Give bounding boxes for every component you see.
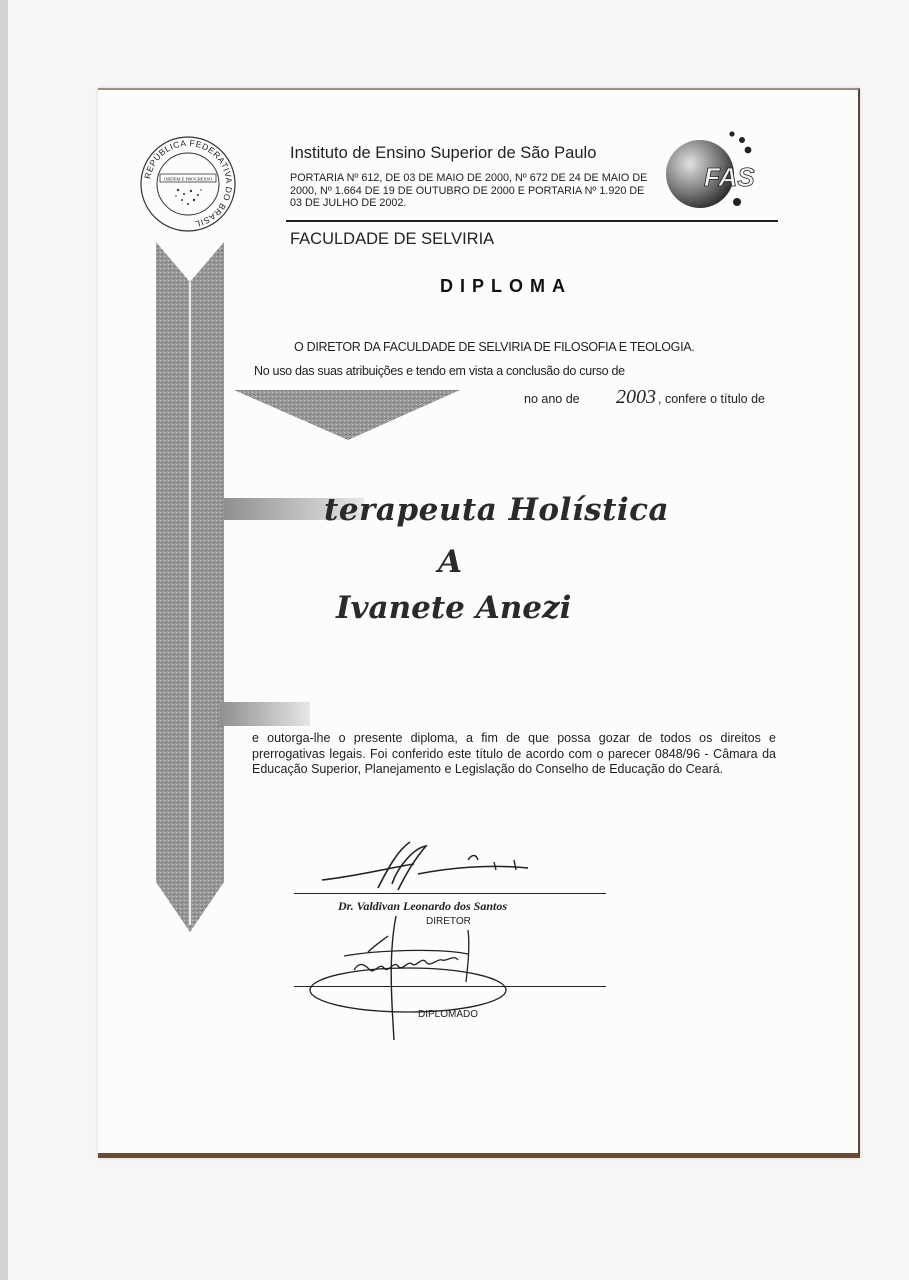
diploma-document <box>98 88 860 1158</box>
director-role: DIRETOR <box>426 916 471 927</box>
logo-text: FAS <box>704 162 755 192</box>
header-divider <box>286 220 778 222</box>
seal-outer-text: REPÚBLICA FEDERATIVA DO BRASIL <box>142 137 235 230</box>
body-paragraph: e outorga-lhe o presente diploma, a fim de que possa gozar de todos os direitos e prerrogativas legais. Foi conferido este título de acordo com o parecer 0848/96 - Câmara da Educação Superior, Planejamento e Legislação do Conselho de Educação do Ceará. <box>252 731 776 776</box>
fas-logo <box>662 130 762 214</box>
svg-text:REPÚBLICA FEDERATIVA DO BRASIL <box>142 138 234 229</box>
ano-value: 2003 <box>616 386 656 408</box>
background-strip <box>0 0 8 1280</box>
director-signature <box>318 838 578 898</box>
graduate-signature-line <box>294 986 606 987</box>
confere-text: , confere o título de <box>658 392 766 406</box>
faculdade-name: FACULDADE DE SELVIRIA <box>290 230 495 248</box>
director-name: Dr. Valdivan Leonardo dos Santos <box>338 899 508 913</box>
uso-line: No uso das suas atribuições e tendo em vista a conclusão do curso de <box>254 364 625 378</box>
ribbon-band-lower <box>220 702 310 726</box>
diploma-title: DIPLOMA <box>440 276 572 296</box>
recipient-name: Ivanete Anezi <box>336 590 572 626</box>
graduate-role: DIPLOMADO <box>418 1009 479 1020</box>
institute-name: Instituto de Ensino Superior de São Paulo <box>290 144 597 162</box>
letter-a: A <box>438 544 463 580</box>
ribbon-chevron <box>234 390 460 440</box>
director-signature-line <box>294 893 606 894</box>
republic-seal <box>138 134 238 234</box>
diretor-heading: O DIRETOR DA FACULDADE DE SELVIRIA DE FILOSOFIA E TEOLOGIA. <box>294 340 695 354</box>
graduate-signature <box>308 916 528 1046</box>
portaria-text: PORTARIA Nº 612, DE 03 DE MAIO DE 2000, Nº 672 DE 24 DE MAIO DE 2000, Nº 1.664 DE 19 DE OUTUBRO DE 2000 E PORTARIA Nº 1.920 DE 03 DE JULHO DE 2002. <box>290 172 648 209</box>
course-title: terapeuta Holística <box>324 492 670 528</box>
seal-motto: ORDEM E PROGRESSO <box>163 176 213 182</box>
no-ano-label: no ano de <box>524 392 580 406</box>
